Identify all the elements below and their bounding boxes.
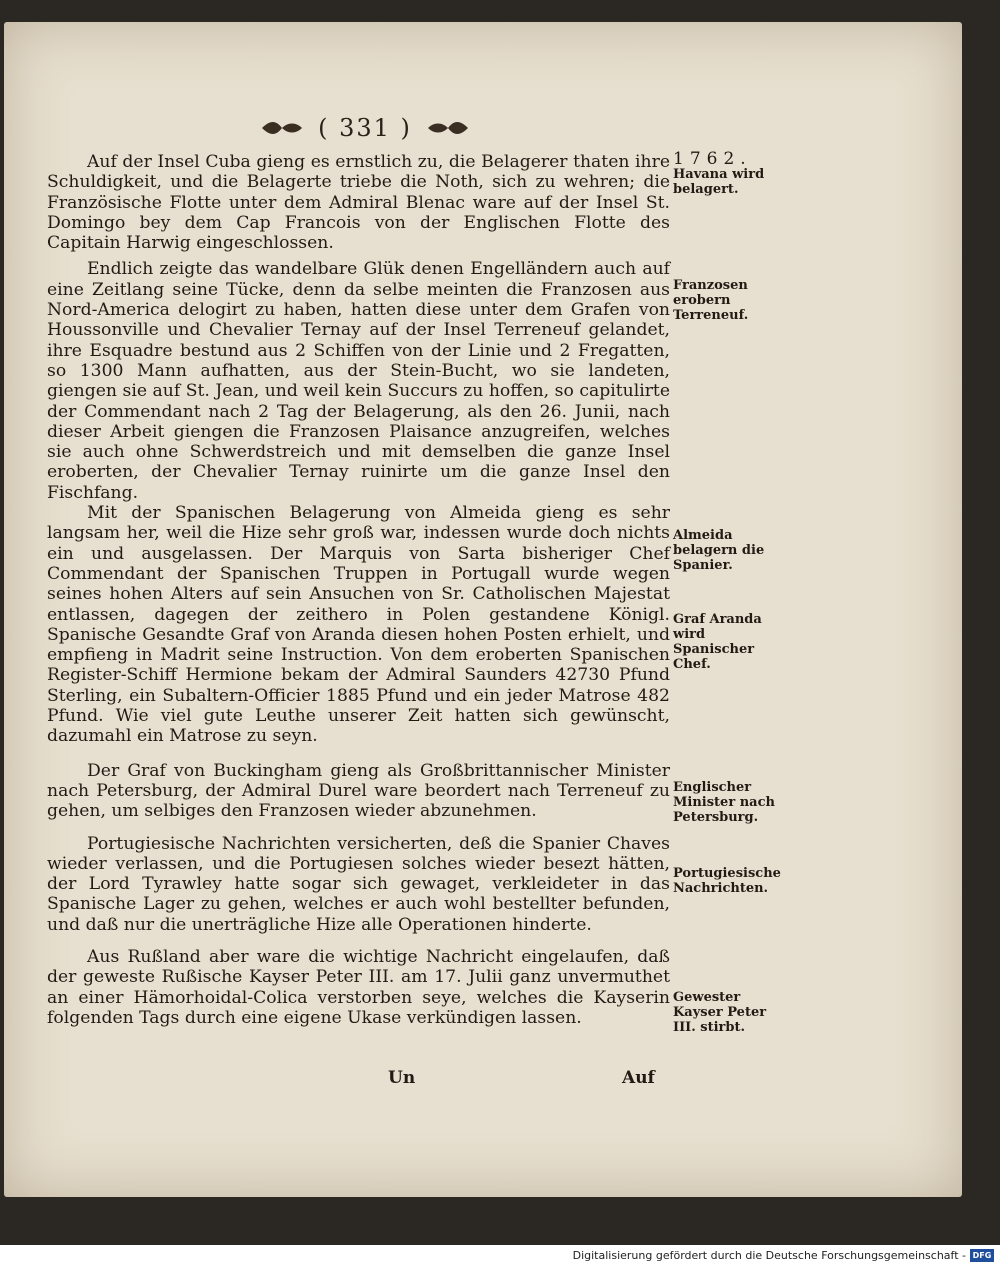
right-ornament-icon (426, 118, 470, 138)
dfg-logo: DFG (970, 1249, 994, 1262)
margin-note-kayser: Gewester Kayser Peter III. stirbt. (673, 990, 767, 1035)
paragraph-russland: Aus Rußland aber ware die wichtige Nachricht eingelaufen, daß der geweste Rußische Kayser Peter III. am 17. Julii ganz unvermuthet an einer Hämorhoidal-Colica verstorben seye, welches die Kayserin folgenden Tags durch eine eigene Ukase verkündigen lassen. (47, 946, 670, 1028)
margin-note-portugiesische: Portugiesische Nachrichten. (673, 866, 781, 896)
margin-year: 1762. (673, 149, 752, 169)
margin-note-havana-text: Havana wird belagert. (673, 167, 765, 197)
catchword-left: Un (388, 1068, 416, 1088)
margin-note-almeida: Almeida belagern die Spanier. (673, 528, 765, 573)
margin-note-englischer: Englischer Minister nach Petersburg. (673, 780, 775, 825)
paragraph-buckingham: Der Graf von Buckingham gieng als Großbrittannischer Minister nach Petersburg, der Admiral Durel ware beordert nach Terreneuf zu gehen, um selbiges den Franzosen wieder abzunehmen. (47, 760, 670, 822)
paragraph-cuba: Auf der Insel Cuba gieng es ernstlich zu, die Belagerer thaten ihre Schuldigkeit, und die Belagerte triebe die Noth, sich zu wehren; die Französische Flotte unter dem Admiral Blenac ware auf der Insel St. Domingo bey dem Cap Francois von der Englischen Flotte des Capitain Harwig eingeschlossen. (47, 152, 670, 254)
paragraph-almeida: Mit der Spanischen Belagerung von Almeida gieng es sehr langsam her, weil die Hize sehr groß war, indessen wurde doch nichts ein und ausgelassen. Der Marquis von Sarta bisheriger Chef Commendant der Spanischen Truppen in Portugall wurde wegen seines hohen Alters auf sein Ansuchen von Sr. Catholischen Majestat entlassen, dagegen der zeithero in Polen gestandene Königl. Spanische Gesandte Graf von Aranda diesen hohen Posten erhielt, und empfieng in Madrit seine Instruction. Von dem eroberten Spanischen Register-Schiff Hermione bekam der Admiral Saunders 42730 Pfund Sterling, ein Subaltern-Officier 1885 Pfund und ein jeder Matrose 482 Pfund. Wie viel gute Leuthe unserer Zeit hatten sich gewünscht, dazumahl ein Matrose zu seyn. (47, 503, 670, 747)
catchword-right: Auf (622, 1068, 655, 1088)
main-text (47, 152, 670, 1028)
margin-note-franzosen: Franzosen erobern Terreneuf. (673, 278, 749, 323)
page-header (250, 110, 480, 146)
paragraph-portugal: Portugiesische Nachrichten versicherten, deß die Spanier Chaves wieder verlassen, und die Portugiesen solches wieder besezt hätten, der Lord Tyrawley hatte sogar sich gewaget, verkleideter in das Spanische Lager zu gehen, welches er auch wohl bestellter befunden, und daß nur die unerträgliche Hize alle Operationen hinderte. (47, 833, 670, 935)
footer-credit: Digitalisierung gefördert durch die Deutsche Forschungsgemeinschaft - (572, 1249, 966, 1262)
left-ornament-icon (260, 118, 304, 138)
paragraph-terreneuf: Endlich zeigte das wandelbare Glük denen Engelländern auch auf eine Zeitlang seine Tücke, denn da selbe meinten die Franzosen aus Nord-America delogirt zu haben, hatten diese unter dem Grafen von Houssonville und Chevalier Ternay auf der Insel Terreneuf gelandet, ihre Esquadre bestund aus 2 Schiffen von der Linie und 2 Fregatten, so 1300 Mann aufhatten, aus der Stein-Bucht, wo sie landeten, giengen sie auf St. Jean, und weil kein Succurs zu hoffen, so capitulirte der Commendant nach 2 Tag der Belagerung, als den 26. Junii, nach dieser Arbeit giengen die Franzosen Plaisance anzugreifen, welches sie auch ohne Schwerdstreich und mit demselben die ganze Insel eroberten, der Chevalier Ternay ruinirte um die ganze Insel den Fischfang. (47, 259, 670, 503)
page-number: ( 331 ) (318, 114, 412, 142)
margin-note-havana (673, 149, 788, 197)
margin-note-aranda: Graf Aranda wird Spanischer Chef. (673, 612, 762, 672)
